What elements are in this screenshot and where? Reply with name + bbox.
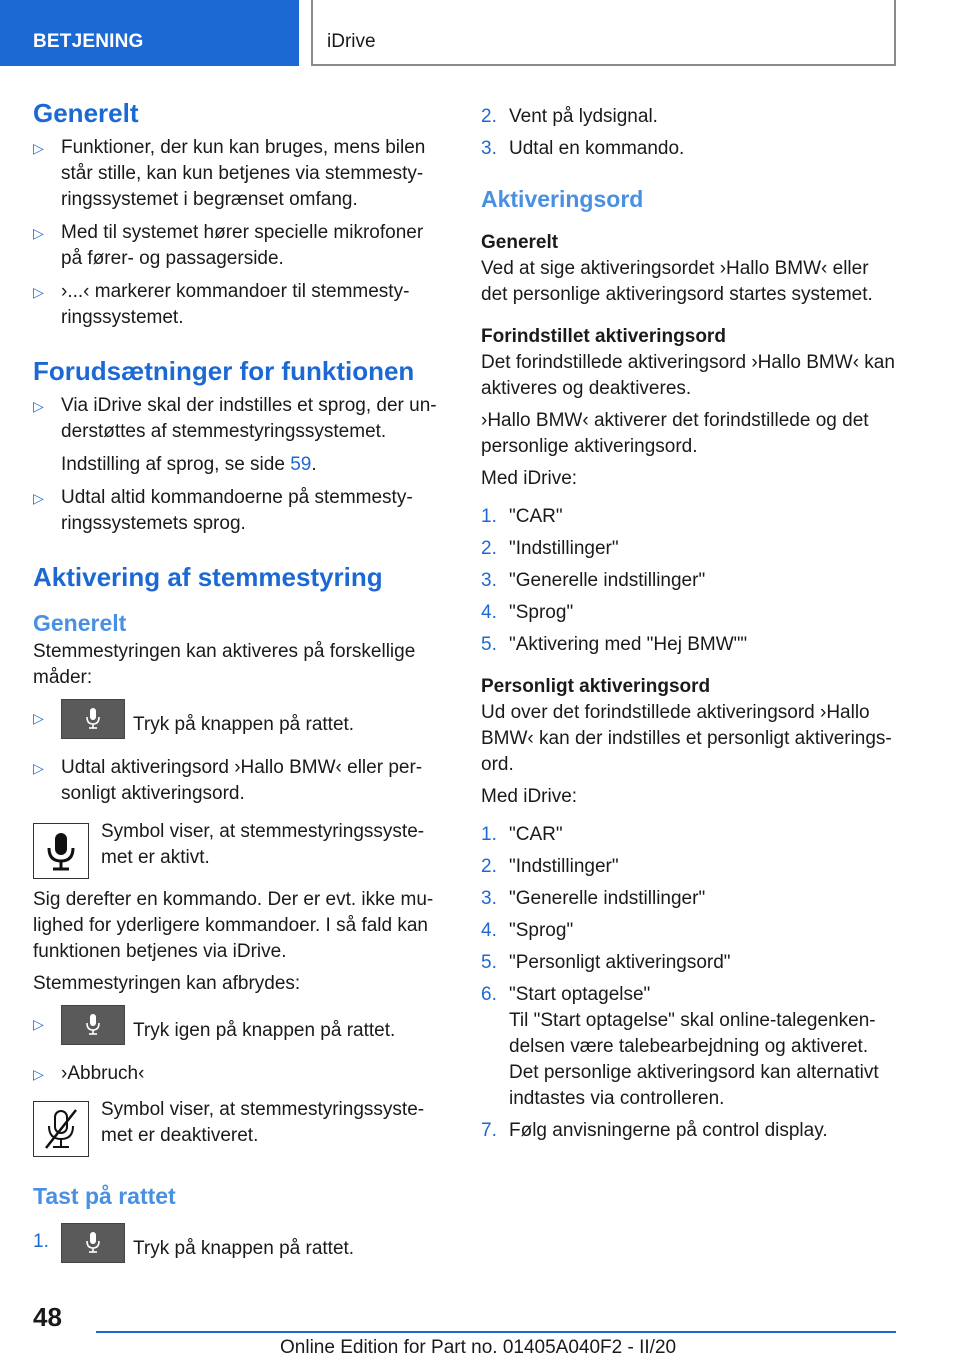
page-number: 48 [33, 1302, 62, 1332]
aktiveringsord-heading: Aktiveringsord [481, 186, 644, 212]
left-column [33, 98, 448, 1275]
triangle-bullet-icon: ▷ [33, 710, 44, 727]
symbol-inactive-row: Symbol viser, at stemmestyringssyste-met er deaktiveret. [33, 1097, 448, 1155]
list-item: 7. Følg anvisningerne på control display. [481, 1119, 828, 1141]
list-item: 3. Udtal en kommando. [481, 138, 685, 159]
list-item: 2. "Indstillinger" [481, 537, 619, 559]
header-chapter-tab [311, 0, 896, 66]
list-item: ▷ ›Abbruch‹ [33, 1061, 448, 1087]
generelt-text: Ved at sige aktiveringsordet ›Hallo BMW‹ eller det personlige aktiveringsord startes systemet. [481, 257, 873, 305]
triangle-bullet-icon: ▷ [33, 284, 44, 301]
triangle-bullet-icon: ▷ [33, 760, 44, 777]
triangle-bullet-icon: ▷ [33, 1066, 44, 1083]
microphone-button-icon [61, 1005, 125, 1045]
microphone-icon [33, 823, 89, 879]
list-item: ▷ Tryk igen på knappen på rattet. [33, 1011, 448, 1051]
list-item: 4. "Sprog" [481, 601, 574, 623]
med-idrive-label: Med iDrive: [481, 785, 578, 807]
aktivering-text: Stemmestyringen kan aktiveres på forskellige måder: [33, 641, 416, 689]
microphone-button-icon [61, 1223, 125, 1263]
list-item: 3. "Generelle indstillinger" [481, 887, 706, 909]
list-item: 1. "CAR" [481, 505, 563, 527]
header-section-label: BETJENING [33, 31, 144, 52]
forindstillet-heading: Forindstillet aktiveringsord [481, 325, 726, 347]
triangle-bullet-icon: ▷ [33, 1016, 44, 1033]
footer-divider [96, 1331, 896, 1333]
triangle-bullet-icon: ▷ [33, 490, 44, 507]
list-item: 5. "Aktivering med "Hej BMW"" [481, 633, 748, 655]
triangle-bullet-icon: ▷ [33, 140, 44, 157]
start-optagelse-note: Til "Start optagelse" skal online-talegenken-delsen være talebearbejdning og aktiveret. Det personlige aktiveringsord kan alternativt indtastes via controlleren. [509, 1009, 879, 1109]
med-idrive-label: Med iDrive: [481, 467, 578, 489]
forudsaetninger-heading: Forudsætninger for funktionen [33, 356, 415, 387]
header-section-tab [0, 0, 299, 66]
right-column [481, 104, 896, 1150]
aktivering-sub-heading: Generelt [33, 609, 127, 636]
list-item: 4. "Sprog" [481, 919, 574, 941]
list-item: ▷ ›...‹ markerer kommandoer til stemmesty-ringssystemet. [33, 281, 410, 329]
list-item: ▷ Udtal aktiveringsord ›Hallo BMW‹ eller per-sonligt aktiveringsord. [33, 757, 423, 805]
personligt-text: Ud over det forindstillede aktiveringsord ›Hallo BMW‹ kan der indstilles et personligt aktiverings-ord. [481, 701, 892, 775]
microphone-crossed-icon [33, 1101, 89, 1157]
generelt-heading: Generelt [33, 98, 139, 128]
list-item: 3. "Generelle indstillinger" [481, 569, 706, 591]
list-item: 2. "Indstillinger" [481, 855, 619, 877]
after-activation-text: Sig derefter en kommando. Der er evt. ikke mu-lighed for yderligere kommandoer. I så fald kan funktionen betjenes via iDrive. [33, 889, 434, 963]
page-link[interactable]: 59 [290, 454, 312, 476]
list-item: ▷ Tryk på knappen på rattet. [33, 705, 448, 745]
tast-heading: Tast på rattet [33, 1183, 176, 1210]
list-item: ▷ Med til systemet hører specielle mikrofoner på fører- og passagerside. [33, 222, 424, 270]
list-item: ▷ Udtal altid kommandoerne på stemmesty-ringssystemets sprog. [33, 487, 413, 535]
forindstillet-text-2: ›Hallo BMW‹ aktiverer det forindstillede og det personlige aktiveringsord. [481, 409, 869, 457]
forindstillet-text: Det forindstillede aktiveringsord ›Hallo BMW‹ kan aktiveres og deaktiveres. [481, 351, 895, 399]
aktivering-heading: Aktivering af stemmestyring [33, 562, 383, 593]
symbol-active-row: Symbol viser, at stemmestyringssyste-met er aktivt. [33, 819, 448, 877]
personligt-heading: Personligt aktiveringsord [481, 675, 711, 697]
list-item: 2. Vent på lydsignal. [481, 106, 658, 127]
language-setting-reference: Indstilling af sprog, se side 59. [61, 454, 317, 476]
generelt-sub-heading: Generelt [481, 231, 559, 253]
cancel-text: Stemmestyringen kan afbrydes: [33, 973, 301, 995]
triangle-bullet-icon: ▷ [33, 398, 44, 415]
list-item: ▷ Funktioner, der kun kan bruges, mens bilen står stille, kan kun betjenes via stemmesty-ringssystemet i begrænset omfang. [33, 137, 426, 211]
list-item: 1. Tryk på knappen på rattet. [33, 1229, 448, 1269]
list-item: 1. "CAR" [481, 823, 563, 845]
microphone-button-icon [61, 699, 125, 739]
list-item: 5. "Personligt aktiveringsord" [481, 951, 731, 973]
header-chapter-label: iDrive [327, 31, 376, 52]
list-item: 6. "Start optagelse" [481, 983, 651, 1005]
triangle-bullet-icon: ▷ [33, 225, 44, 242]
edition-text: Online Edition for Part no. 01405A040F2 - II/20 [280, 1337, 677, 1358]
list-item: ▷ Via iDrive skal der indstilles et sprog, der un-derstøttes af stemmestyringssystemet. [33, 395, 437, 443]
